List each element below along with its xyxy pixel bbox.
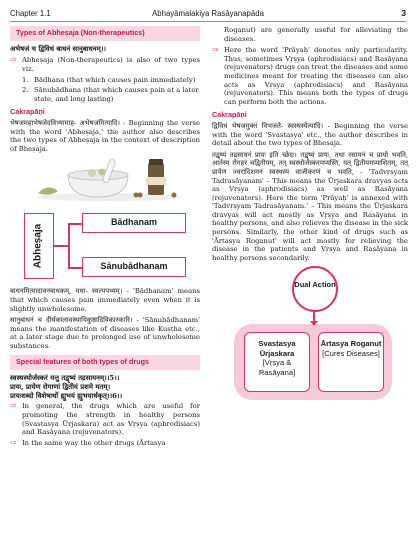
- item-text: Sānubādhana (that which causes pain at a later state, and long lasting): [34, 86, 199, 103]
- cakrapani-heading: Cakrapāṇi: [10, 107, 45, 117]
- item-number: 1.: [22, 75, 29, 84]
- bullet-text: In the same way the other drugs (Ārtasya: [22, 438, 166, 447]
- dual-action-diagram: [212, 266, 408, 406]
- bullet-item: [10, 56, 200, 73]
- left-column: [10, 26, 200, 449]
- connector-line: [68, 223, 70, 267]
- commentary-paragraph: बाधनमित्यादावनबाधकम्, यथा- स्वल्पपथ्यम्। - 'Bādhanam' means that which causes pain immediately even when it is slightly unwholesome.: [10, 287, 200, 313]
- abhesaja-diagram: [10, 157, 200, 285]
- section-heading-special-features: Special features of both types of drugs: [10, 355, 200, 370]
- commentary-paragraph: सानुबाधनं च दीर्घकालावस्थायिकुष्ठादिविकारकारि। - 'Sānubādhanam' means the manifestation of diseases like Kuṣṭha etc., at a later stage due to prolonged use of unwholesome substances.: [10, 316, 200, 350]
- sanskrit-verse-1: अभेषजं च द्विविधं बाधनं सानुबाधनम्।।: [10, 44, 106, 53]
- mortar-pestle-illustration: [28, 157, 188, 201]
- badhanam-box: Bādhanam: [82, 213, 186, 233]
- sanskrit-verse-2-line: स्वस्थस्योर्जस्करं यत्तु तद्वृष्यं तद्रसायनम्।।5।।: [10, 374, 120, 383]
- abhesaja-label-text: Abheṣaja: [32, 224, 44, 269]
- svastasya-box: [244, 332, 310, 392]
- connector-line: [54, 245, 68, 247]
- connector-line: [68, 223, 82, 225]
- bullet-item: [10, 439, 200, 448]
- arrow-icon: ⇨: [212, 45, 219, 55]
- sanubadhanam-box: Sānubādhanam: [82, 257, 186, 277]
- dual-action-circle: [292, 266, 338, 312]
- svastasya-subtitle: [Vṛṣya & Rasāyana]: [258, 358, 296, 377]
- section-heading-abhesaja: Types of Abheṣaja (Non-therapeutics): [10, 26, 200, 41]
- arrow-icon: ⇨: [10, 401, 17, 411]
- page-number: 3: [401, 8, 406, 18]
- dual-action-label: Dual Action: [294, 280, 336, 290]
- page-header: [10, 4, 406, 22]
- right-column: [212, 26, 408, 406]
- cakrapani-heading: Cakrapāṇi: [212, 110, 247, 120]
- numbered-item-2: [22, 86, 200, 103]
- artasya-subtitle: [Cures Diseases]: [322, 348, 380, 358]
- abhesaja-vertical-label: [24, 213, 54, 279]
- commentary-paragraph: भेषजमहाभेषजेदविभ्यामाह- अभेषजमित्यादि। - Beginning the verse with the word 'Abheṣaja,' the author also describes the two types of Abheṣaja in the context of description of Bheṣaja.: [10, 118, 200, 153]
- continued-text: Roganut) are generally useful for alleviating the diseases.: [224, 26, 408, 43]
- down-arrow-icon: [313, 312, 315, 322]
- numbered-item-1: [22, 76, 200, 85]
- item-number: 2.: [22, 86, 29, 95]
- running-title: Abhayāmalakiya Rasāyanapāda: [152, 9, 264, 18]
- commentary-paragraph: द्विविधं भेषजमुक्तं विभजते- स्वस्थस्येत्यादि। - Beginning the verse with the word 'Svastasya' etc., the author describes in detail about the two types of Bheṣaja.: [212, 121, 408, 148]
- bullet-text: Abheṣaja (Non-therapeutics) is also of two types viz.: [22, 56, 200, 73]
- artasya-title: Ārtasya Roganut: [320, 339, 382, 349]
- chapter-label: Chapter 1.1: [10, 9, 51, 18]
- bullet-item: [10, 402, 200, 436]
- sanskrit-verse-2-line: प्रायःशब्दो विशेषार्थो ह्युभयं ह्युभयार्थकृत्।।6।।: [10, 391, 123, 400]
- svastasya-title: Svastasya Ūrjaskara: [258, 339, 296, 358]
- bullet-text: Here the word 'Prāyaḥ' denotes only particularity. Thus, sometimes Vṛṣya (aphrodisiacs) and Rasāyana (rejuvenators) drugs can treat the diseases and some medicines meant for treating the diseases can also acts as Vṛṣya (aphrodisiacs) and Rasāyana (rejuvenators). This means both the types of drugs can perform both the actions.: [224, 46, 408, 106]
- sanskrit-verse-2-line: प्रायः, प्रायेण रोगाणां द्वितीयं प्रशमे मतम्।: [10, 382, 111, 391]
- arrow-icon: ⇨: [10, 437, 17, 447]
- arrow-icon: ⇨: [10, 55, 17, 65]
- artasya-box: [318, 332, 384, 392]
- bullet-item: [212, 46, 408, 106]
- commentary-paragraph: तद्वृष्यं तद्रसायनं प्रायः इति च्छेदः। तद्वृष्यं प्रायः, तथा रसायनं च प्रायो भवति, आर्तस्य रोगहरं चद्वितीयम्, तत् स्वस्थोर्जस्करमप्यस्ति, यत् द्वितीयमप्याशितम्, तत् प्रायेण ज्वरादिशमनं स्वस्थस्य वाजीकरणं च भवति, - 'Tadvṛṣyam Tadrasāyanam' – This means the Ūrjaskara dravyas acts as Vṛṣya (aphrodisiacs) as well as Rasāyana (rejuvenators). Here the term 'Prāyaḥ' is annexed with 'Tadvṛṣyam Tadrasāyanam.' – This means the Ūrjaskara dravyas will act mostly as Vṛṣya and Rasāyana in healthy persons, and also relieves the disease in the sick persons. Similarly, the other kind of drugs such as 'Ārtasya Roganut' will act mostly for relieving the disease in the patients and Vṛṣya and Rasāyana in healthy persons secondarily.: [212, 150, 408, 262]
- bullet-text: In general, the drugs which are useful for promoting the strength in healthy persons (Svastasya Ūrjaskara) act as Vṛṣya (aphrodisiacs) and Rasāyana (rejuvenators).: [22, 402, 200, 437]
- connector-line: [68, 267, 82, 269]
- item-text: Bādhana (that which causes pain immediately): [34, 75, 196, 84]
